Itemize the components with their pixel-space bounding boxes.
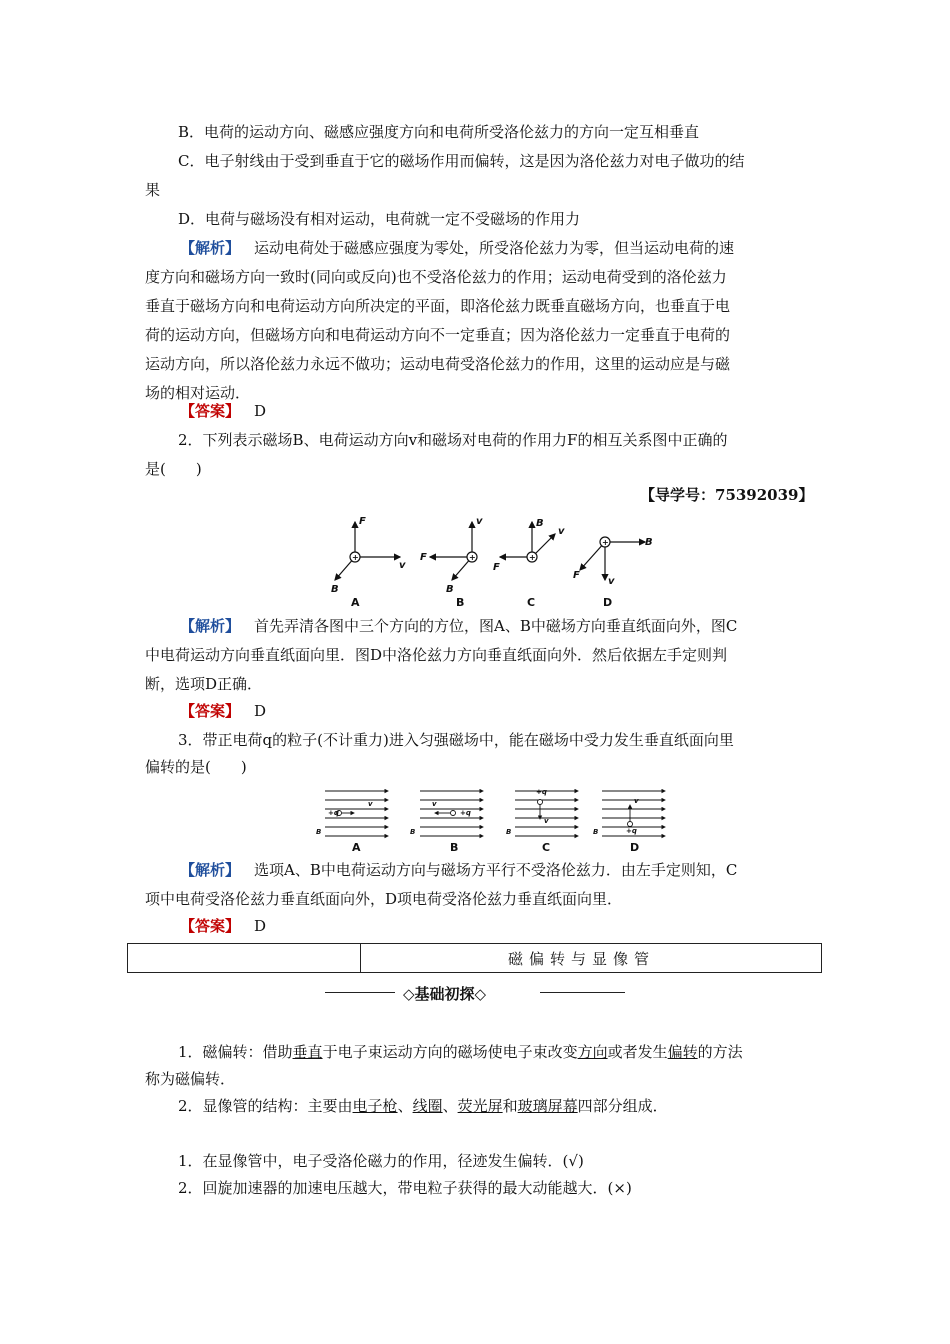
svg-text:+q: +q [328,809,339,817]
q1-answer: 【答案】 D [180,402,267,420]
svg-text:F: F [573,570,580,581]
answer-label: 【答案】 [180,917,241,935]
svg-text:v: v [432,800,437,808]
svg-text:+: + [602,538,609,547]
answer-label: 【答案】 [180,702,241,720]
svg-text:F: F [420,552,427,563]
q3-fig-label-d: D [630,841,640,854]
q3-fig-label-b: B [450,841,459,854]
answer-label: 【答案】 [180,402,241,420]
q3-fig-label-c: C [542,841,551,854]
svg-text:v: v [368,800,373,808]
q2-answer: 【答案】 D [180,702,267,720]
q3-stem-1: 3．带正电荷q的粒子(不计重力)进入匀强磁场中，能在磁场中受力发生垂直纸面向里 [178,731,734,749]
section-header [127,943,822,973]
guide-number: 【导学号：75392039】 [640,486,814,504]
svg-text:v: v [544,817,549,825]
q2-analysis-line-3: 断，选项D正确． [145,675,263,693]
q2-analysis-line-2: 中电荷运动方向垂直纸面向里．图D中洛伦兹力方向垂直纸面向外．然后依据左手定则判 [145,646,728,664]
svg-text:F: F [493,562,500,573]
svg-text:B: B [446,584,454,595]
banner-rule-left [325,992,395,993]
svg-text:v: v [558,526,565,537]
svg-text:B: B [316,828,322,836]
judge-item-2: 2．回旋加速器的加速电压越大，带电粒子获得的最大动能越大．(×) [178,1179,632,1197]
q3-fig-label-a: A [352,841,361,854]
svg-text:B: B [536,518,544,529]
svg-text:+q: +q [626,827,637,835]
svg-text:+: + [529,553,536,562]
svg-text:+q: +q [536,788,547,796]
analysis-label: 【解析】 [180,617,241,635]
option-b: B．电荷的运动方向、磁感应强度方向和电荷所受洛伦兹力的方向一定互相垂直 [178,123,700,141]
basics-item-2: 2．显像管的结构：主要由电子枪、线圈、荧光屏和玻璃屏幕四部分组成． [178,1097,668,1115]
judge-item-1: 1．在显像管中，电子受洛伦磁力的作用，径迹发生偏转．(√) [178,1152,584,1170]
svg-text:B: B [506,828,512,836]
svg-text:v: v [634,797,639,805]
basics-item-1-cont: 称为磁偏转． [145,1070,236,1088]
svg-text:v: v [399,560,406,571]
q3-answer: 【答案】 D [180,917,267,935]
svg-text:B: B [410,828,416,836]
banner-title: ◇基础初探◇ [403,985,487,1003]
basics-item-1: 1．磁偏转：借助垂直于电子束运动方向的磁场使电子束改变方向或者发生偏转的方法 [178,1043,743,1061]
basics-banner [325,983,625,1003]
q1-analysis-line-2: 度方向和磁场方向一致时(同向或反向)也不受洛伦兹力的作用；运动电荷受到的洛伦兹力 [145,268,727,286]
svg-text:+: + [352,553,359,562]
q2-stem-2: 是( ) [145,460,202,478]
q2-analysis-line-1: 【解析】 首先弄清各图中三个方向的方位，图A、B中磁场方向垂直纸面向外，图C [180,617,738,635]
svg-text:v: v [608,576,615,587]
svg-text:+: + [469,553,476,562]
q3-analysis-line-1: 【解析】 选项A、B中电荷运动方向与磁场方平行不受洛伦兹力．由左手定则知，C [180,861,738,879]
analysis-label: 【解析】 [180,239,241,257]
section-title: 磁偏转与显像管 [508,950,656,968]
q3-figure [310,785,670,855]
option-c-cont: 果 [145,181,161,199]
svg-text:F: F [359,516,366,527]
section-divider [360,944,361,972]
q2-fig-label-b: B [456,596,465,609]
svg-text:+q: +q [460,809,471,817]
q3-analysis-line-2: 项中电荷受洛伦兹力垂直纸面向外，D项电荷受洛伦兹力垂直纸面向里． [145,890,623,908]
svg-text:B: B [593,828,599,836]
q1-analysis-line-6: 场的相对运动． [145,384,251,402]
q1-analysis-line-4: 荷的运动方向，但磁场方向和电荷运动方向不一定垂直；因为洛伦兹力一定垂直于电荷的 [145,326,731,344]
option-c: C．电子射线由于受到垂直于它的磁场作用而偏转，这是因为洛伦兹力对电子做功的结 [178,152,745,170]
q2-fig-label-c: C [527,596,536,609]
q2-fig-label-a: A [351,596,360,609]
banner-rule-right [540,992,625,993]
q1-analysis-line-5: 运动方向，所以洛伦兹力永远不做功；运动电荷受洛伦兹力的作用，这里的运动应是与磁 [145,355,731,373]
svg-text:v: v [476,516,483,527]
q2-stem-1: 2．下列表示磁场B、电荷运动方向v和磁场对电荷的作用力F的相互关系图中正确的 [178,431,728,449]
q1-analysis-line-1: 【解析】 运动电荷处于磁感应强度为零处，所受洛伦兹力为零，但当运动电荷的速 [180,239,735,257]
svg-text:B: B [331,584,339,595]
svg-text:B: B [645,537,653,548]
analysis-label: 【解析】 [180,861,241,879]
q2-fig-label-d: D [603,596,613,609]
option-d: D．电荷与磁场没有相对运动，电荷就一定不受磁场的作用力 [178,210,581,228]
q2-figure [315,512,665,612]
q1-analysis-line-3: 垂直于磁场方向和电荷运动方向所决定的平面，即洛伦兹力既垂直磁场方向，也垂直于电 [145,297,731,315]
q3-stem-2: 偏转的是( ) [145,758,247,776]
